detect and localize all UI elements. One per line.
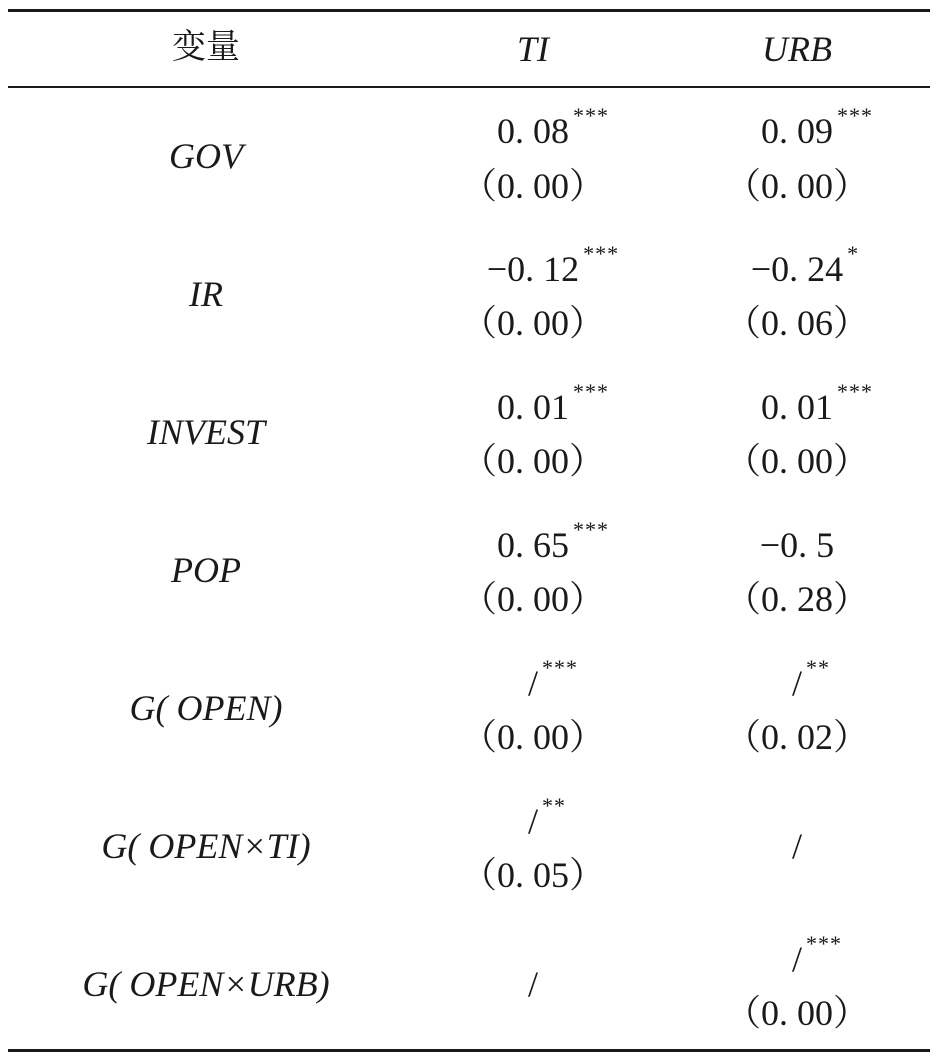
pop-urb-pvalue: （0. 28） bbox=[724, 579, 870, 619]
significance-stars: *** bbox=[583, 241, 620, 266]
row-label-invest: INVEST bbox=[146, 412, 266, 452]
coefficient-value: / bbox=[791, 939, 803, 979]
coefficient-with-stars bbox=[761, 379, 873, 427]
coefficient-value: 0. 01 bbox=[497, 387, 569, 427]
gov-ti-pvalue: （0. 00） bbox=[460, 166, 606, 206]
significance-stars: *** bbox=[837, 379, 873, 404]
coefficient-value: / bbox=[791, 826, 803, 866]
coefficient-with-stars bbox=[527, 655, 579, 703]
gov-urb-coef bbox=[761, 103, 873, 151]
pop-ti-pvalue: （0. 00） bbox=[460, 579, 606, 619]
g-open-urb-coef bbox=[791, 655, 831, 703]
g-open-ti-urb-coef bbox=[792, 828, 802, 864]
header-ti: TI bbox=[516, 29, 550, 69]
significance-stars: ** bbox=[806, 655, 831, 680]
coefficient-value: / bbox=[527, 964, 539, 1004]
ir-ti-coef bbox=[486, 241, 620, 289]
row-label-g-open-urb: G( OPEN×URB) bbox=[82, 964, 330, 1004]
coefficient-with-stars bbox=[791, 931, 843, 979]
pop-ti-coef bbox=[497, 517, 609, 565]
header-variable: 变量 bbox=[172, 27, 240, 67]
row-label-pop: POP bbox=[171, 550, 241, 590]
gov-urb-pvalue: （0. 00） bbox=[724, 166, 870, 206]
coefficient-with-stars bbox=[486, 241, 620, 289]
ir-urb-pvalue: （0. 06） bbox=[724, 303, 870, 343]
g-open-urb-ti-coef bbox=[528, 966, 538, 1002]
row-label-g-open: G( OPEN) bbox=[129, 688, 283, 728]
coefficient-with-stars bbox=[497, 517, 609, 565]
coefficient-with-stars bbox=[760, 527, 834, 563]
table-header-rule bbox=[8, 86, 930, 88]
invest-urb-pvalue: （0. 00） bbox=[724, 441, 870, 481]
row-label-gov: GOV bbox=[169, 136, 243, 176]
ir-urb-coef bbox=[750, 241, 860, 289]
pop-urb-coef bbox=[760, 527, 834, 563]
coefficient-with-stars bbox=[750, 241, 860, 289]
g-open-ti-coef bbox=[527, 655, 579, 703]
g-open-urb-pvalue: （0. 02） bbox=[724, 717, 870, 757]
coefficient-value: 0. 65 bbox=[497, 525, 569, 565]
table-bottom-rule bbox=[8, 1049, 930, 1052]
coefficient-with-stars bbox=[791, 655, 831, 703]
coefficient-with-stars bbox=[497, 379, 609, 427]
coefficient-value: 0. 09 bbox=[761, 111, 833, 151]
coefficient-value: −0. 5 bbox=[759, 525, 835, 565]
significance-stars: *** bbox=[573, 379, 609, 404]
significance-stars: * bbox=[847, 241, 860, 266]
gov-ti-coef bbox=[497, 103, 609, 151]
g-open-urb-urb-coef bbox=[791, 931, 843, 979]
invest-urb-coef bbox=[761, 379, 873, 427]
coefficient-value: 0. 08 bbox=[497, 111, 569, 151]
table-top-rule bbox=[8, 9, 930, 12]
significance-stars: ** bbox=[542, 793, 567, 818]
coefficient-value: / bbox=[527, 801, 539, 841]
coefficient-value: −0. 24 bbox=[750, 249, 844, 289]
coefficient-with-stars bbox=[527, 793, 567, 841]
g-open-ti-ti-coef bbox=[527, 793, 567, 841]
g-open-ti-pvalue: （0. 00） bbox=[460, 717, 606, 757]
coefficient-value: 0. 01 bbox=[761, 387, 833, 427]
coefficient-with-stars bbox=[528, 966, 538, 1002]
header-urb: URB bbox=[762, 29, 832, 69]
significance-stars: *** bbox=[837, 103, 873, 128]
g-open-urb-urb-pvalue: （0. 00） bbox=[724, 993, 870, 1033]
significance-stars: *** bbox=[806, 931, 843, 956]
g-open-ti-ti-pvalue: （0. 05） bbox=[460, 855, 606, 895]
invest-ti-pvalue: （0. 00） bbox=[460, 441, 606, 481]
coefficient-value: / bbox=[527, 663, 539, 703]
ir-ti-pvalue: （0. 00） bbox=[460, 303, 606, 343]
coefficient-with-stars bbox=[792, 828, 802, 864]
invest-ti-coef bbox=[497, 379, 609, 427]
coefficient-value: / bbox=[791, 663, 803, 703]
significance-stars: *** bbox=[542, 655, 579, 680]
coefficient-value: −0. 12 bbox=[486, 249, 580, 289]
coefficient-with-stars bbox=[761, 103, 873, 151]
significance-stars: *** bbox=[573, 517, 609, 542]
row-label-g-open-ti: G( OPEN×TI) bbox=[101, 826, 311, 866]
significance-stars: *** bbox=[573, 103, 609, 128]
coefficient-with-stars bbox=[497, 103, 609, 151]
row-label-ir: IR bbox=[189, 274, 223, 314]
